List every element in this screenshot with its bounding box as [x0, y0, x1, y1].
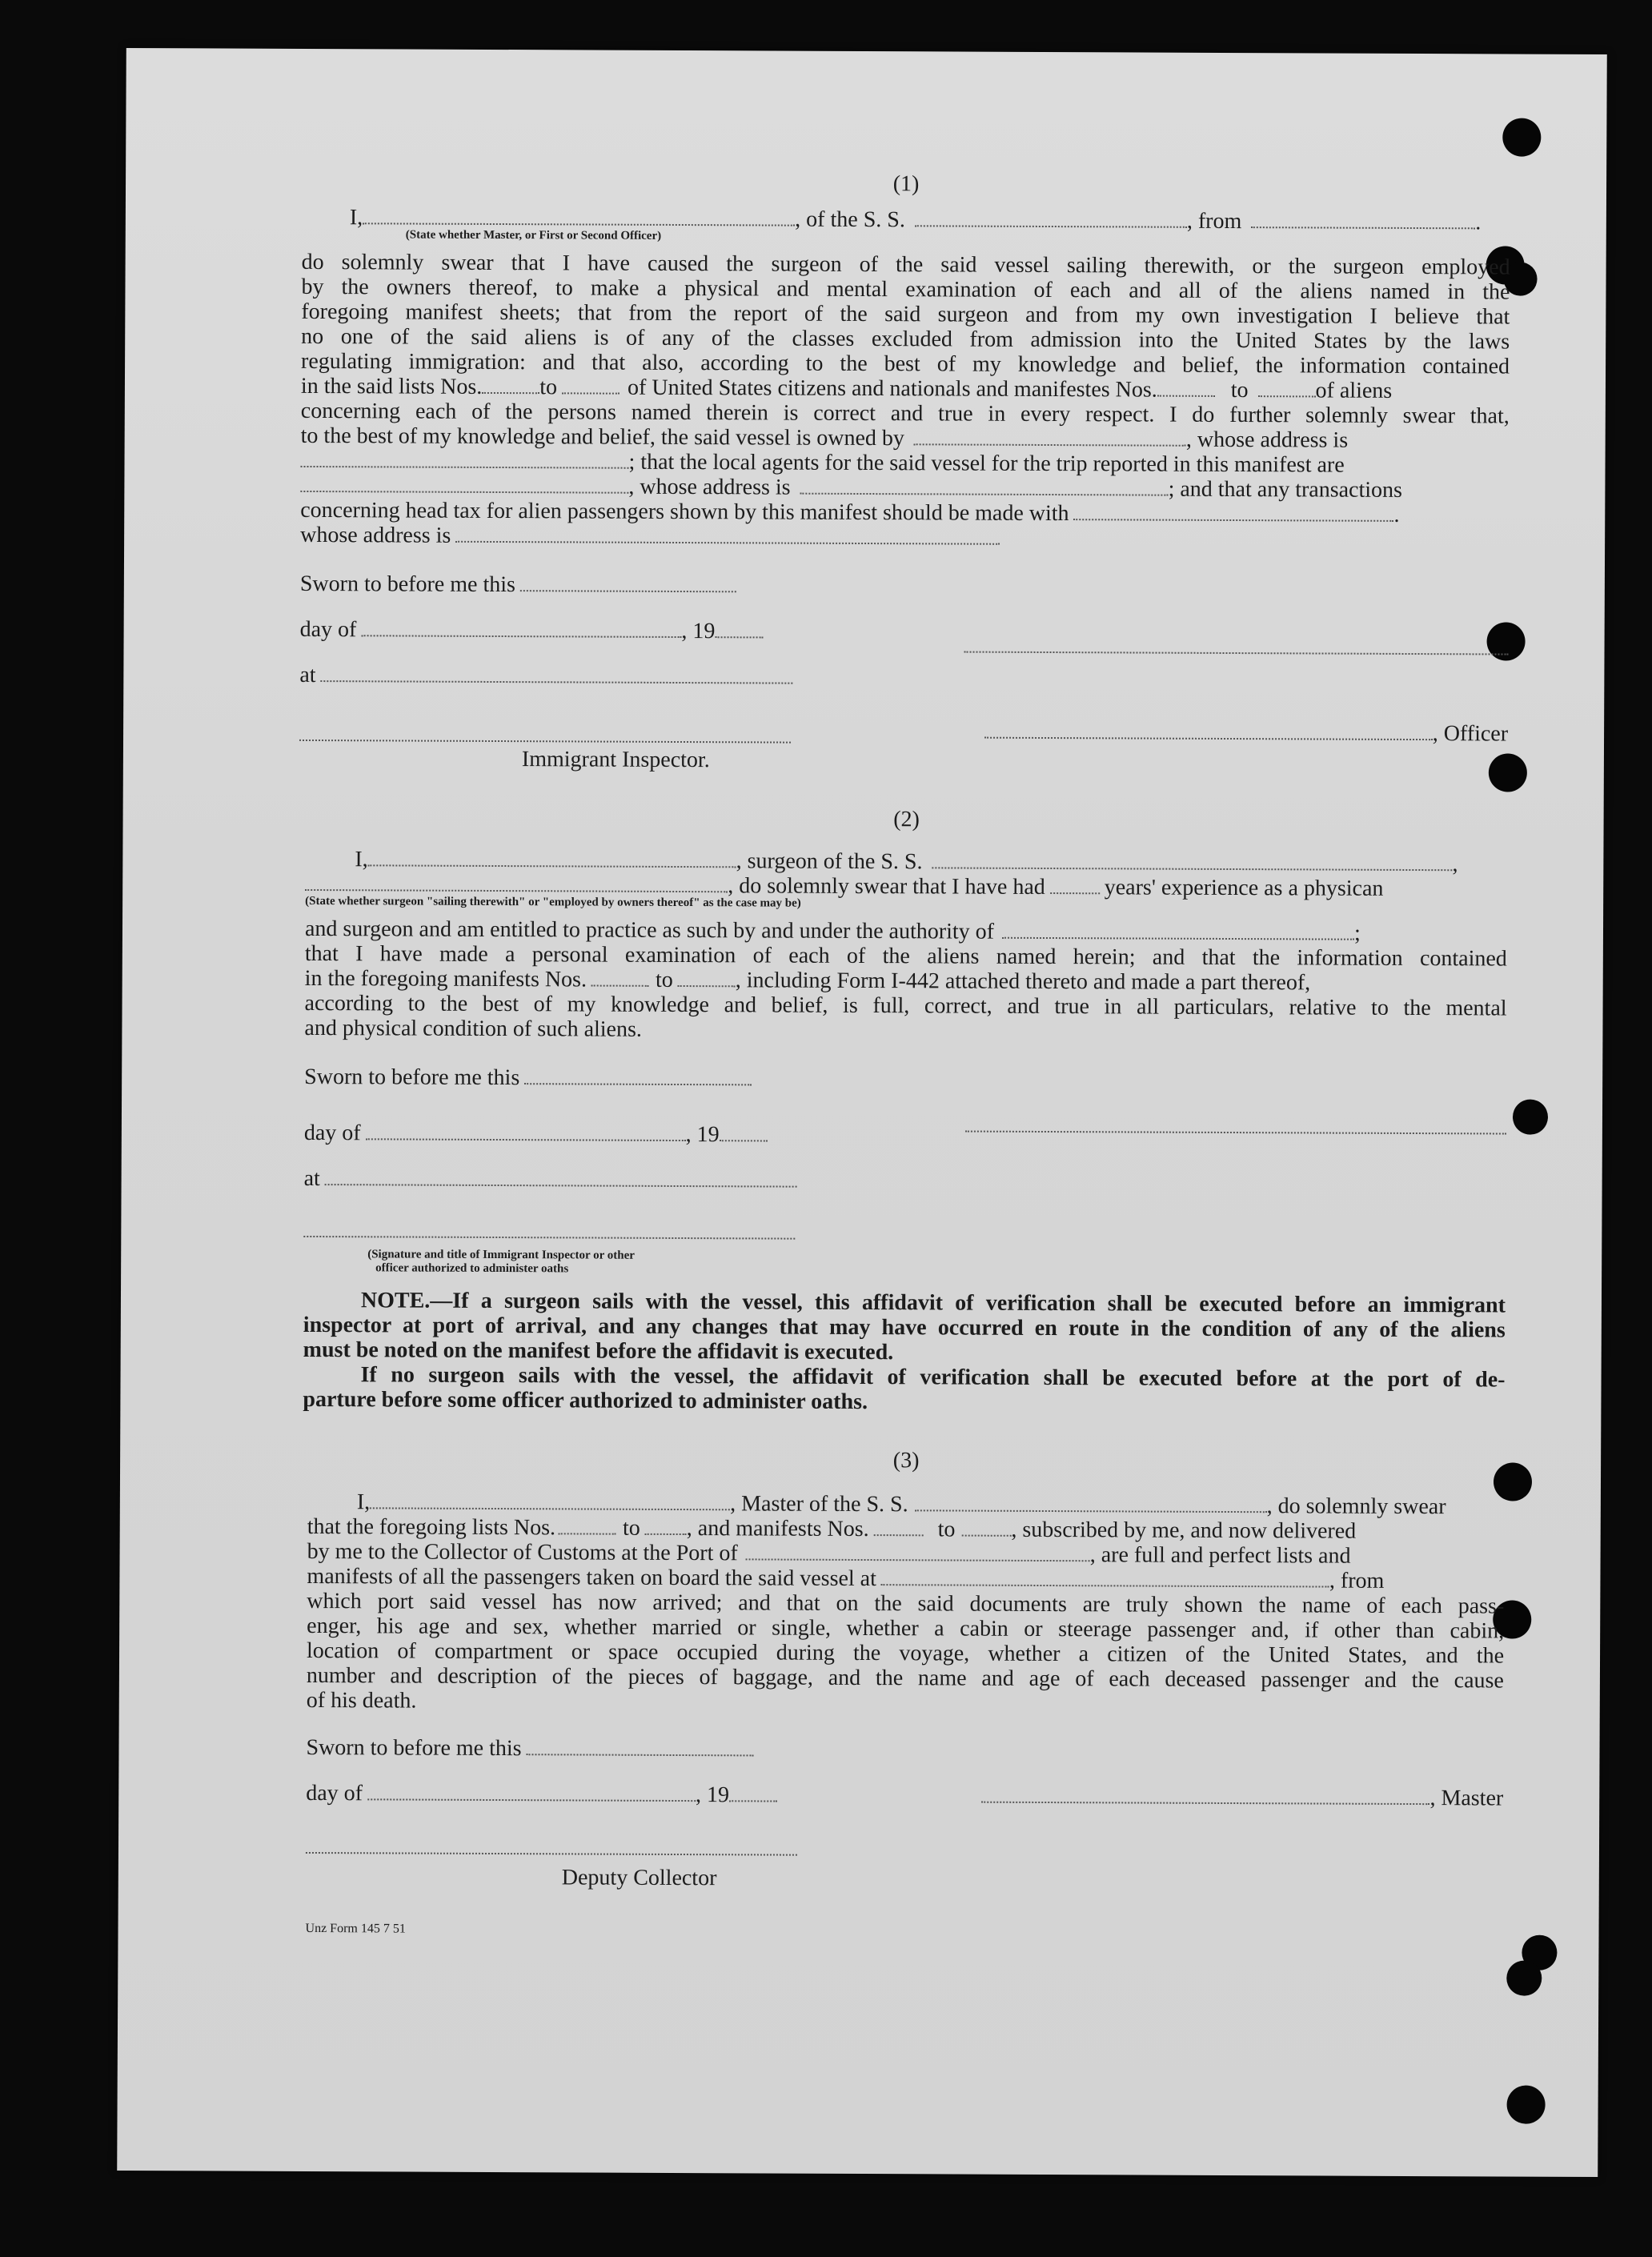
- label-day-of: day of: [303, 1120, 361, 1146]
- label-years: years' experience as a physican: [1104, 875, 1384, 901]
- agents-address-field[interactable]: [800, 475, 1169, 496]
- section-2-surgeon-oath: [296, 804, 1507, 1417]
- officer-name-field[interactable]: [363, 205, 795, 226]
- manifests-to-field[interactable]: [961, 1517, 1011, 1537]
- body-line: number and description of the pieces of baggage, and the name and age of each deceased passenger and the cause: [306, 1662, 1504, 1694]
- label-transactions: ; and that any transactions: [1168, 476, 1403, 503]
- label-at: at: [299, 662, 316, 688]
- lists-from-field[interactable]: [482, 375, 539, 394]
- label-sworn: Sworn to before me this: [306, 1734, 522, 1762]
- manifests-to-field[interactable]: [678, 968, 736, 987]
- years-field[interactable]: [1050, 875, 1100, 894]
- label-from: , from: [1186, 208, 1242, 235]
- master-signature-field[interactable]: [981, 1784, 1429, 1805]
- day-line: [300, 617, 1509, 647]
- master-vessel-field[interactable]: [915, 1492, 1267, 1513]
- body-line: do solemnly swear that I have caused the surgeon of the said vessel sailing therewith, or the surgeon employed: [301, 249, 1510, 280]
- label-port-of: by me to the Collector of Customs at the Port of: [307, 1538, 738, 1566]
- officer-title-group: [984, 720, 1508, 747]
- label-year: , 19: [681, 619, 716, 644]
- label-surgeon-of: , surgeon of the S. S.: [736, 848, 923, 875]
- label-lists: in the said lists Nos.: [300, 373, 483, 399]
- officer-hint: (State whether Master, or First or Second Officer): [405, 228, 662, 243]
- section-3-master-lists-oath: [295, 1445, 1505, 1894]
- body-line: regulating immigration: and that also, according to the best of my knowledge and belief, the information contained: [301, 348, 1510, 379]
- label-form-i442: , including Form I-442 attached thereto and made a part thereof,: [735, 968, 1311, 996]
- label-sworn: Sworn to before me this: [304, 1064, 520, 1091]
- label-of-ss: , of the S. S.: [795, 206, 905, 233]
- agents-field[interactable]: [300, 473, 628, 494]
- punch-hole: [1506, 1961, 1542, 1996]
- sworn-line: [300, 571, 1509, 602]
- label-year: , 19: [695, 1782, 730, 1808]
- day-line: [304, 1110, 1506, 1151]
- body-line: enger, his age and sex, whether married or single, whether a cabin or steerage passenger and, if other than cabin,: [307, 1613, 1505, 1644]
- label-local-agents: ; that the local agents for the said vessel for the trip reported in this manifest are: [628, 449, 1345, 478]
- year-field[interactable]: [715, 619, 763, 638]
- note-block: [303, 1288, 1506, 1417]
- manifests-from-field[interactable]: [591, 968, 649, 987]
- label-sworn: Sworn to before me this: [299, 571, 516, 598]
- year-field[interactable]: [729, 1782, 777, 1802]
- label-day-of: day of: [299, 616, 357, 643]
- inspector-signature-line: [303, 1218, 1506, 1249]
- label-period: .: [1475, 210, 1482, 235]
- punch-hole: [1506, 2086, 1545, 2124]
- day-of-field[interactable]: [366, 1120, 686, 1141]
- lists-to-field[interactable]: [645, 1516, 687, 1535]
- head-tax-address-line: [300, 523, 1509, 553]
- note-line: must be noted on the manifest before the affidavit is executed.: [303, 1337, 894, 1365]
- label-to: to: [1230, 378, 1249, 403]
- collector-signature-line: [306, 1834, 1503, 1865]
- inspector-signature-field[interactable]: [303, 1218, 795, 1240]
- master-title-group: [981, 1784, 1503, 1811]
- body-line: foregoing manifest sheets; that from the report of the said surgeon and from my own investigation I believe that: [301, 299, 1510, 330]
- label-to: to: [539, 375, 558, 400]
- label-master-of: , Master of the S. S.: [730, 1491, 908, 1517]
- label-owned-by: to the best of my knowledge and belief, the said vessel is owned by: [300, 423, 905, 451]
- from-port-field[interactable]: [1251, 209, 1475, 229]
- owner-field[interactable]: [914, 426, 1186, 446]
- owner-address-field[interactable]: [301, 448, 629, 469]
- signature-hint: [303, 1248, 1506, 1281]
- section-number: (3): [892, 1448, 920, 1473]
- label-citizens: of United States citizens and nationals and manifestes Nos.: [628, 375, 1157, 403]
- label-deputy-collector: Deputy Collector: [561, 1865, 717, 1891]
- label-period: .: [1393, 502, 1400, 527]
- at-place-field[interactable]: [325, 1166, 797, 1188]
- body-line: concerning each of the persons named therein is correct and true in every respect. I do further solemnly swear that,: [300, 398, 1510, 429]
- vessel-name-field[interactable]: [915, 207, 1187, 227]
- body-line: that I have made a personal examination of each of the aliens named herein; and that the information contained: [304, 940, 1507, 972]
- label-year: , 19: [685, 1122, 720, 1148]
- label-day-of: day of: [306, 1780, 363, 1806]
- surgeon-status-field[interactable]: [305, 872, 728, 892]
- label-manifests: in the foregoing manifests Nos.: [304, 965, 587, 992]
- note-line: NOTE.—If a surgeon sails with the vessel, this affidavit of verification shall be executed before an immigrant: [360, 1288, 1506, 1318]
- at-line: [299, 663, 1508, 693]
- signature-line: [299, 716, 1508, 747]
- body-line: according to the best of my knowledge and belief, is full, correct, and true in all particulars, relative to the mental: [304, 990, 1507, 1021]
- inspector-signature-field[interactable]: [299, 722, 791, 744]
- label-subscribed: , subscribed by me, and now delivered: [1011, 1517, 1357, 1544]
- officer-signature-field[interactable]: [964, 634, 1509, 655]
- label-lists: that the foregoing lists Nos.: [307, 1513, 556, 1541]
- year-field[interactable]: [720, 1122, 768, 1141]
- label-comma: ,: [1452, 852, 1458, 877]
- oath-body: [300, 250, 1510, 553]
- label-immigrant-inspector: Immigrant Inspector.: [521, 747, 710, 773]
- head-tax-address-field[interactable]: [455, 523, 1000, 545]
- label-whose-address: whose address is: [300, 522, 451, 548]
- label-of-aliens: of aliens: [1315, 378, 1393, 403]
- label-from: , from: [1329, 1568, 1385, 1594]
- authority-field[interactable]: [1002, 920, 1354, 940]
- label-i: I,: [356, 1489, 371, 1515]
- label-board: manifests of all the passengers taken on board the said vessel at: [307, 1563, 876, 1592]
- sworn-block-3: [306, 1735, 1504, 1894]
- lists-from-field[interactable]: [559, 1515, 616, 1534]
- head-tax-field[interactable]: [1074, 501, 1394, 522]
- punch-hole: [1513, 1100, 1548, 1135]
- label-authority: and surgeon and am entitled to practice as such by and under the authority of: [304, 916, 995, 944]
- label-full-lists: , are full and perfect lists and: [1089, 1542, 1351, 1569]
- label-officer: , Officer: [1432, 721, 1509, 747]
- body-line: of his death.: [306, 1687, 417, 1714]
- sworn-date-field[interactable]: [524, 1065, 752, 1085]
- label-whose-address: , whose address is: [1185, 427, 1349, 453]
- body-line: location of compartment or space occupied during the voyage, whether a citizen of the United States, and the: [306, 1638, 1505, 1669]
- note-line: If no surgeon sails with the vessel, the affidavit of verification shall be executed before at the port of de-: [360, 1362, 1506, 1393]
- day-of-group: [300, 617, 764, 644]
- surgeon-body: [304, 916, 1507, 1046]
- label-i: I,: [349, 205, 363, 231]
- day-of-field[interactable]: [361, 617, 681, 638]
- body-line: which port said vessel has now arrived; and that on the said documents are truly shown the name of each pass-: [307, 1588, 1505, 1619]
- collector-signature-field[interactable]: [306, 1834, 797, 1856]
- manifests-to-field[interactable]: [1258, 378, 1316, 397]
- form-content: [294, 169, 1510, 1946]
- at-place-field[interactable]: [321, 663, 793, 684]
- label-head-tax: concerning head tax for alien passengers shown by this manifest should be made with: [300, 497, 1069, 527]
- body-line: and physical condition of such aliens.: [304, 1015, 642, 1042]
- surgeon-vessel-field[interactable]: [932, 849, 1452, 871]
- label-swear: , do solemnly swear: [1266, 1493, 1446, 1520]
- signature-hint-line: (Signature and title of Immigrant Inspector or other: [367, 1248, 635, 1262]
- officer-name-signature-field[interactable]: [984, 720, 1433, 740]
- sworn-block-1: [299, 571, 1509, 776]
- surgeon-name-field[interactable]: [368, 847, 736, 868]
- label-to: to: [937, 1517, 956, 1542]
- port-field[interactable]: [746, 1541, 1090, 1561]
- body-line: no one of the said aliens is of any of the classes excluded from admission into the United States by the laws: [301, 323, 1510, 355]
- punch-hole: [1502, 118, 1541, 156]
- section-1-master-oath: [299, 169, 1510, 776]
- at-line: [304, 1166, 1506, 1197]
- sworn-date-field[interactable]: [520, 572, 736, 592]
- label-to: to: [622, 1515, 640, 1541]
- form-footer: Unz Form 145 7 51: [305, 1921, 406, 1936]
- label-swear: , do solemnly swear that I have had: [728, 873, 1045, 900]
- body-line: by the owners thereof, to make a physical and mental examination of each and all of the aliens named in the: [301, 274, 1510, 305]
- day-of-field[interactable]: [367, 1781, 696, 1802]
- sworn-date-field[interactable]: [527, 1736, 754, 1756]
- document-page: [117, 48, 1607, 2177]
- signature-hint-line: officer authorized to administer oaths: [375, 1261, 569, 1276]
- label-whose-address: , whose address is: [628, 474, 791, 500]
- manifests-from-field[interactable]: [1157, 378, 1215, 397]
- label-at: at: [303, 1165, 320, 1192]
- note-line: inspector at port of arrival, and any changes that may have occurred en route in the condition of any of the aliens: [303, 1312, 1506, 1343]
- label-to: to: [655, 967, 673, 992]
- lists-to-field[interactable]: [562, 375, 620, 394]
- label-manifests: , and manifests Nos.: [686, 1516, 869, 1542]
- section-number: (2): [893, 807, 920, 832]
- sworn-line: [304, 1064, 1506, 1095]
- surgeon-signature-field[interactable]: [965, 1113, 1506, 1135]
- day-of-group: [306, 1781, 777, 1808]
- section-number: (1): [892, 171, 920, 197]
- label-master: , Master: [1429, 1786, 1504, 1811]
- note-line: parture before some officer authorized to administer oaths.: [303, 1386, 868, 1415]
- master-name-field[interactable]: [370, 1489, 730, 1510]
- sworn-line: [306, 1735, 1503, 1766]
- sworn-block-2: [303, 1064, 1506, 1281]
- label-i: I,: [355, 847, 368, 872]
- surgeon-hint: (State whether surgeon "sailing therewith" or "employed by owners thereof" as the case may be): [305, 894, 801, 910]
- manifests-from-field[interactable]: [874, 1517, 924, 1536]
- label-semicolon: ;: [1353, 920, 1361, 946]
- day-of-group: [304, 1120, 768, 1148]
- departure-port-field[interactable]: [881, 1566, 1329, 1587]
- day-line: [306, 1781, 1503, 1811]
